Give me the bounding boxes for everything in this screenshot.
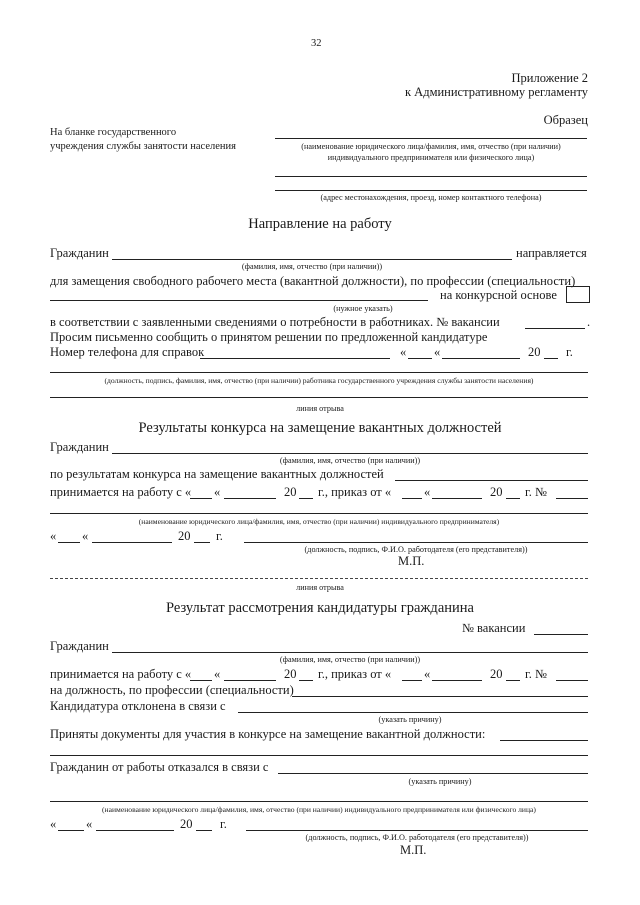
referral-fio-caption: (фамилия, имя, отчество (при наличии)) [241, 262, 383, 271]
candidacy-year2: 20 [490, 667, 503, 681]
candidacy-order-number[interactable] [556, 680, 588, 681]
competition-order-year[interactable] [506, 498, 520, 499]
recipient-line2[interactable] [275, 176, 587, 177]
candidacy-stamp: М.П. [400, 843, 427, 857]
competition-stamp: М.П. [398, 554, 425, 568]
competition-sign-year[interactable] [194, 542, 210, 543]
recipient-name-line[interactable] [275, 138, 587, 139]
referral-signature-line[interactable] [50, 372, 588, 373]
candidacy-sign-month[interactable] [96, 830, 174, 831]
recipient-caption1: (наименование юридического лица/фамилия, имя, отчество (при наличии) [301, 142, 561, 151]
referral-month-input[interactable] [442, 358, 520, 359]
cut-line-label-2: линия отрыва [296, 583, 344, 592]
competition-sign-month[interactable] [92, 542, 172, 543]
referral-title: Направление на работу [248, 216, 392, 232]
competition-year: 20 [284, 485, 297, 499]
referral-year-suffix: г. [566, 345, 573, 359]
candidacy-num: г. № [525, 667, 547, 681]
competition-title: Результаты конкурса на замещение вакантных должностей [138, 420, 502, 436]
competition-q2: « [214, 485, 221, 499]
referral-profession-input[interactable] [50, 300, 428, 301]
candidacy-sign-day[interactable] [58, 830, 84, 831]
candidacy-employer-line[interactable] [50, 801, 588, 802]
candidacy-date-q1: « [50, 817, 57, 831]
candidacy-reason-caption2: (указать причину) [408, 777, 472, 786]
competition-sign-day[interactable] [58, 542, 80, 543]
competitive-checkbox[interactable] [566, 286, 590, 303]
competition-hired-from: принимается на работу с « [50, 485, 192, 499]
candidacy-hire-year[interactable] [299, 680, 313, 681]
referral-line5: Просим письменно сообщить о принятом решении по предложенной кандидатуре [50, 330, 488, 344]
competition-sign-caption: (должность, подпись, Ф.И.О. работодателя (его представителя)) [304, 545, 528, 554]
candidacy-fio-input[interactable] [112, 652, 588, 653]
competition-sign-line[interactable] [244, 542, 588, 543]
competition-citizen-label: Гражданин [50, 440, 109, 454]
recipient-caption3: (адрес местонахождения, проезд, номер контактного телефона) [320, 193, 542, 202]
referral-line4-dot: . [587, 315, 591, 329]
competition-order-day[interactable] [402, 498, 422, 499]
referral-day-input[interactable] [408, 358, 432, 359]
cut-line-2 [50, 578, 588, 579]
referral-citizen-label: Гражданин [50, 246, 109, 260]
candidacy-hired-from: принимается на работу с « [50, 667, 192, 681]
candidacy-docs-label: Приняты документы для участия в конкурсе на замещение вакантной должности: [50, 727, 486, 741]
candidacy-rejected-input[interactable] [238, 712, 588, 713]
competition-employer-line[interactable] [50, 513, 588, 514]
referral-date-q1: « [400, 345, 407, 359]
candidacy-hire-day[interactable] [190, 680, 212, 681]
regulation-label: к Административному регламенту [404, 85, 588, 99]
competition-date-q1: « [50, 529, 57, 543]
candidacy-refused-input[interactable] [278, 773, 588, 774]
competition-order-number[interactable] [556, 498, 588, 499]
letterhead-line1: На бланке государственного [50, 127, 177, 138]
referral-date-q2: « [434, 345, 441, 359]
competition-line2: по результатам конкурса на замещение вакантных должностей [50, 467, 384, 481]
competition-q4: « [424, 485, 431, 499]
recipient-address-line[interactable] [275, 190, 587, 191]
competition-date-g: г. [216, 529, 223, 543]
referral-sent-label: направляется [516, 246, 587, 260]
cut-line-label-1: линия отрыва [296, 404, 344, 413]
candidacy-employer-caption: (наименование юридического лица/фамилия, имя, отчество (при наличии) индивидуального предпринимателя или физического лица) [102, 805, 536, 814]
candidacy-vacancy-input[interactable] [534, 634, 588, 635]
phone-input[interactable] [200, 358, 390, 359]
candidacy-position-label: на должность, по профессии (специальности) [50, 683, 294, 697]
recipient-caption2: индивидуального предпринимателя или физического лица) [327, 153, 535, 162]
candidacy-refused-label: Гражданин от работы отказался в связи с [50, 760, 269, 774]
candidacy-date-q2: « [86, 817, 93, 831]
referral-indicate-caption: (нужное указать) [333, 304, 393, 313]
competition-hire-month[interactable] [224, 498, 276, 499]
candidacy-date-year: 20 [180, 817, 193, 831]
competition-order-from: г., приказ от « [318, 485, 392, 499]
competition-employer-caption: (наименование юридического лица/фамилия, имя, отчество (при наличии) индивидуального предпринимателя) [138, 517, 500, 526]
candidacy-sign-year[interactable] [196, 830, 212, 831]
competition-fio-input[interactable] [112, 453, 588, 454]
competition-date-q2: « [82, 529, 89, 543]
candidacy-sign-caption: (должность, подпись, Ф.И.О. работодателя (его представителя)) [305, 833, 529, 842]
appendix-label: Приложение 2 [511, 71, 588, 85]
candidacy-sign-line[interactable] [246, 830, 588, 831]
competition-year2: 20 [490, 485, 503, 499]
referral-competitive-label: на конкурсной основе [440, 288, 557, 302]
candidacy-vacancy-label: № вакансии [462, 621, 526, 635]
competition-fio-caption: (фамилия, имя, отчество (при наличии)) [279, 456, 421, 465]
competition-order-month[interactable] [432, 498, 482, 499]
candidacy-order-day[interactable] [402, 680, 422, 681]
referral-line4: в соответствии с заявленными сведениями о потребности в работниках. № вакансии [50, 315, 500, 329]
referral-year-input[interactable] [544, 358, 558, 359]
sample-label: Образец [543, 113, 588, 127]
candidacy-reason-caption: (указать причину) [378, 715, 442, 724]
candidacy-order-year[interactable] [506, 680, 520, 681]
competition-hire-day[interactable] [190, 498, 212, 499]
page-number: 32 [311, 38, 322, 49]
candidacy-docs-line2[interactable] [50, 755, 588, 756]
vacancy-number-input[interactable] [525, 328, 585, 329]
candidacy-citizen-label: Гражданин [50, 639, 109, 653]
letterhead-line2: учреждения службы занятости населения [50, 141, 236, 152]
referral-phone-label: Номер телефона для справок [50, 345, 205, 359]
candidacy-docs-input[interactable] [500, 740, 588, 741]
competition-line2-input[interactable] [395, 480, 588, 481]
referral-signature-caption: (должность, подпись, фамилия, имя, отчество (при наличии) работника государственного учреждения службы занятости населения) [104, 376, 534, 385]
candidacy-title: Результат рассмотрения кандидатуры гражданина [166, 600, 474, 616]
candidacy-order-month[interactable] [432, 680, 482, 681]
referral-year-prefix: 20 [528, 345, 541, 359]
candidacy-hire-month[interactable] [224, 680, 276, 681]
candidacy-q2: « [214, 667, 221, 681]
competition-hire-year[interactable] [299, 498, 313, 499]
candidacy-q4: « [424, 667, 431, 681]
referral-line2: для замещения свободного рабочего места (вакантной должности), по профессии (специальности) [50, 274, 576, 288]
candidacy-rejected-label: Кандидатура отклонена в связи с [50, 699, 226, 713]
candidacy-date-g: г. [220, 817, 227, 831]
competition-date-year: 20 [178, 529, 191, 543]
candidacy-order-from: г., приказ от « [318, 667, 392, 681]
referral-extra-line[interactable] [50, 397, 588, 398]
referral-fio-input[interactable] [112, 259, 512, 260]
candidacy-year: 20 [284, 667, 297, 681]
candidacy-position-input[interactable] [292, 696, 588, 697]
competition-num: г. № [525, 485, 547, 499]
candidacy-fio-caption: (фамилия, имя, отчество (при наличии)) [279, 655, 421, 664]
